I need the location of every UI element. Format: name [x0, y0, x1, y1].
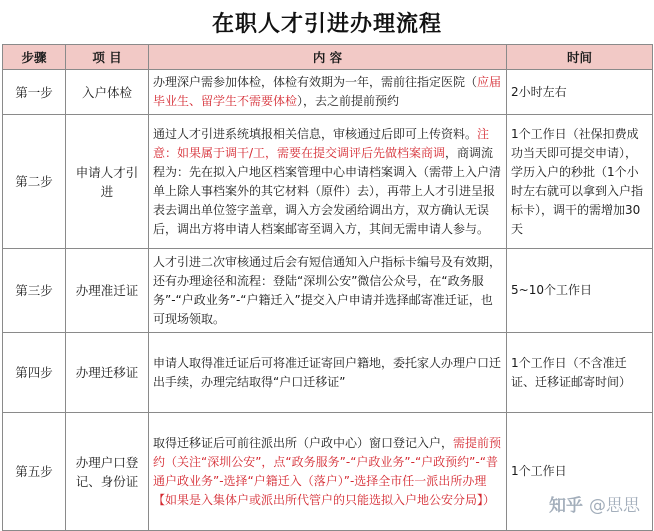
- table-row: [3, 70, 653, 115]
- header-content: 内 容: [149, 45, 507, 70]
- content-text: 取得迁移证后可前往派出所（户政中心）窗口登记入户，: [153, 435, 454, 450]
- time-cell: 2小时左右: [507, 70, 653, 115]
- content-text: 办理深户需参加体检，体检有效期为一年，需前往指定医院（: [153, 75, 478, 89]
- content-text: 通过人才引进系统填报相关信息，审核通过后即可上传资料。: [153, 126, 478, 141]
- header-step: 步骤: [3, 45, 66, 70]
- item-cell: 申请人才引进: [66, 115, 149, 249]
- time-cell: 1个工作日（社保扣费成功当天即可提交申请），学历入户的秒批（1个小时左右就可以拿到入户指标卡），调干的需增加30天: [507, 115, 653, 249]
- step-cell: 第二步: [3, 115, 66, 249]
- content-cell: [149, 413, 507, 531]
- item-cell: 入户体检: [66, 70, 149, 115]
- item-cell: 办理迁移证: [66, 333, 149, 413]
- content-highlight: 应届毕业生、留学生不需要体检: [153, 75, 502, 108]
- content-cell: 申请人取得准迁证后可将准迁证寄回户籍地，委托家人办理户口迁出手续，办理完结取得“户口迁移证”: [149, 333, 507, 413]
- time-cell: 5~10个工作日: [507, 249, 653, 333]
- content-text: ，商调流程为：先在拟入户地区档案管理中心申请档案调入（需带上入户清单上除人事档案外的其它材料（原件）去），再带上人才引进呈报表去调出单位签字盖章，调入方会发函给调出方，双方确认无误后，调出方将申请人档案邮寄至调入方，其间无需申请人参与。: [153, 145, 502, 236]
- time-cell: 1个工作日: [507, 413, 653, 531]
- content-highlight: 需提前预约（关注“深圳公安”，点“政务服务”-“户政业务”-“户政预约”-“普通户政业务”-选择“户籍迁入（落户）”-选择全市任一派出所办理【如果是入集体户或派出所代管户的只能选拟入户地公安分局】）: [153, 435, 502, 507]
- table-header-row: [3, 45, 653, 70]
- table-row: [3, 115, 653, 249]
- header-item: 项 目: [66, 45, 149, 70]
- step-cell: 第四步: [3, 333, 66, 413]
- step-cell: 第三步: [3, 249, 66, 333]
- process-table: [2, 44, 653, 531]
- content-highlight: 注意：如果属于调干/工，需要在提交调评后先做档案商调: [153, 126, 490, 160]
- step-cell: 第五步: [3, 413, 66, 531]
- content-cell: 人才引进二次审核通过后会有短信通知入户指标卡编号及有效期，还有办理途径和流程：登陆“深圳公安”微信公众号，在“政务服务”-“户政业务”-“户籍迁入”提交入户申请并选择邮寄准迁证，也可现场领取。: [149, 249, 507, 333]
- header-time: 时间: [507, 45, 653, 70]
- item-cell: 办理准迁证: [66, 249, 149, 333]
- step-cell: 第一步: [3, 70, 66, 115]
- content-cell: [149, 115, 507, 249]
- watermark-brand: 知乎: [549, 496, 583, 516]
- watermark-author: @思思: [589, 496, 640, 516]
- table-row: [3, 249, 653, 333]
- content-text: ），去之前提前预约: [297, 94, 400, 108]
- watermark: [549, 491, 640, 516]
- time-cell: 1个工作日（不含准迁证、迁移证邮寄时间）: [507, 333, 653, 413]
- item-cell: 办理户口登记、身份证: [66, 413, 149, 531]
- content-cell: [149, 70, 507, 115]
- page-title: 在职人才引进办理流程: [211, 10, 442, 37]
- table-row: [3, 333, 653, 413]
